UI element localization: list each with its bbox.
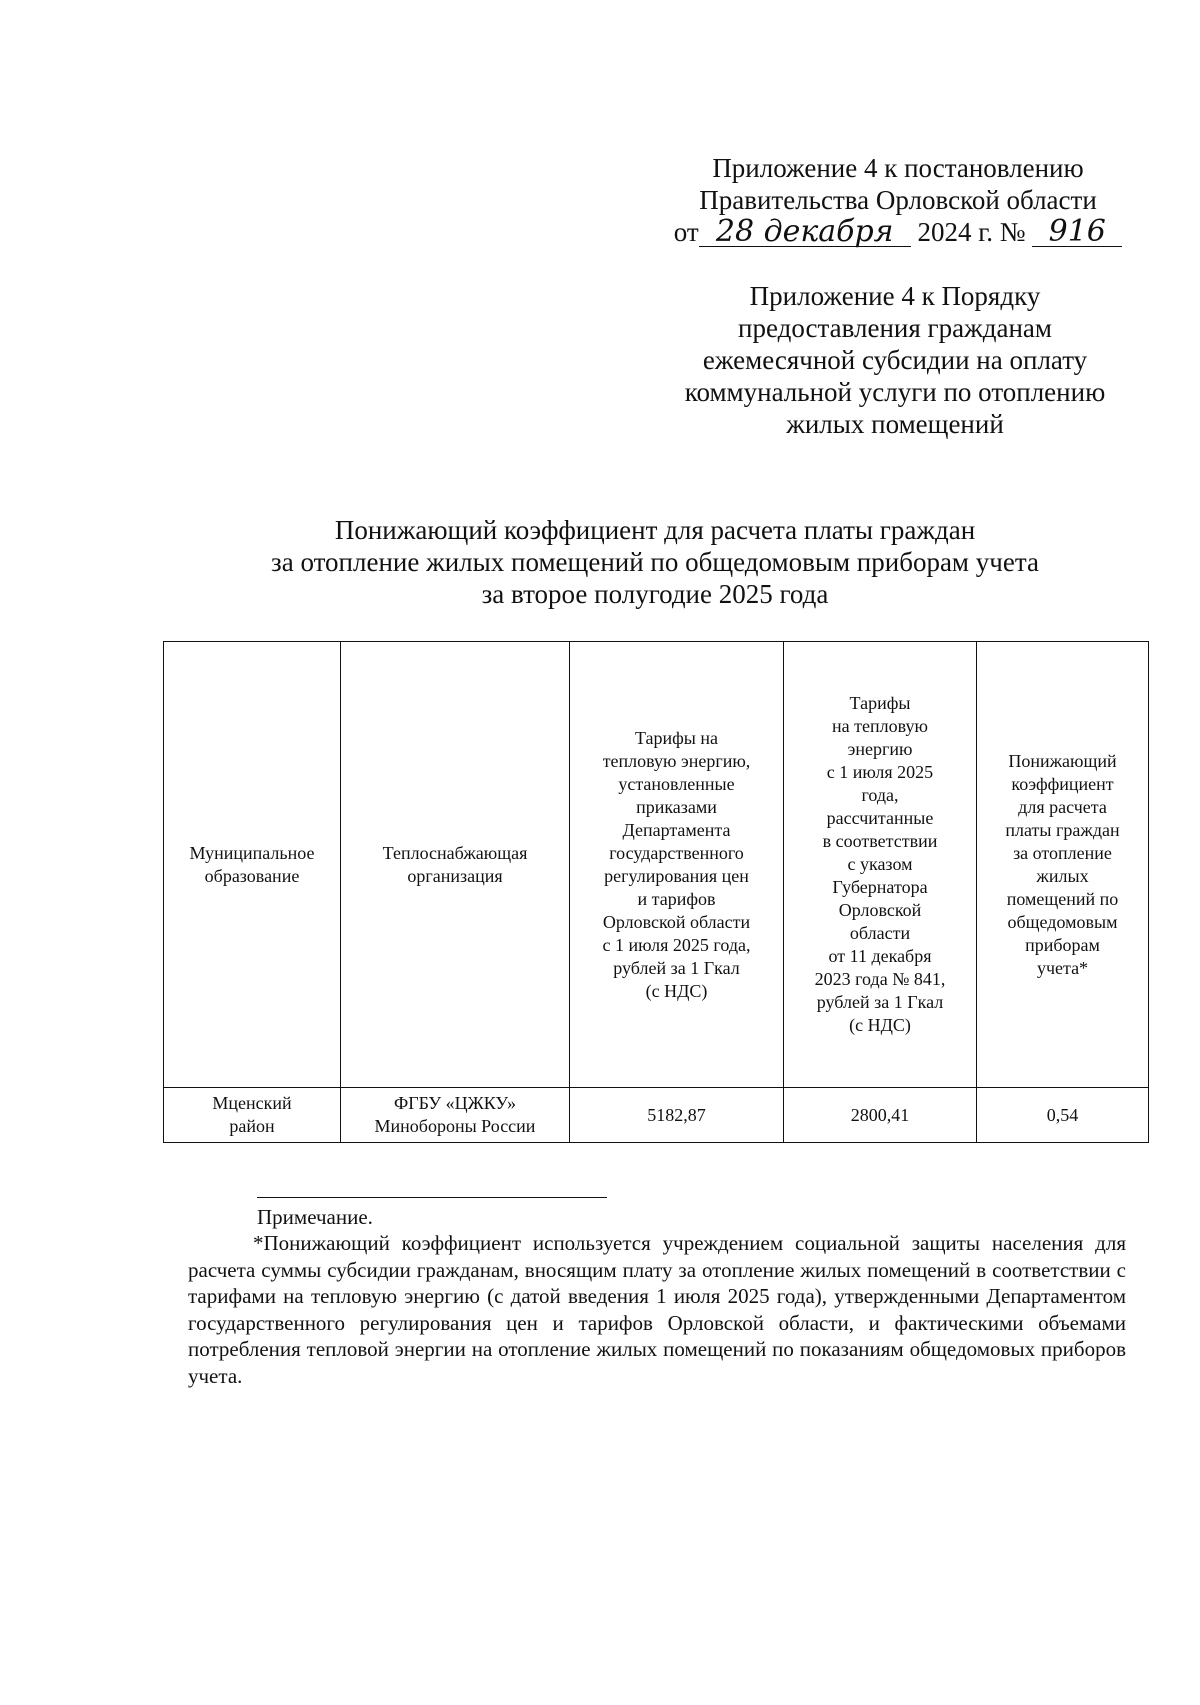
appendix-line-1: Приложение 4 к постановлению xyxy=(712,153,1084,183)
document-title xyxy=(150,514,1160,610)
appendix-header xyxy=(668,152,1128,248)
date-suffix: 2024 г. № xyxy=(917,217,1026,247)
order-line-1: Приложение 4 к Порядку xyxy=(749,281,1041,311)
cell-coefficient: 0,54 xyxy=(977,1088,1149,1143)
date-prefix: от xyxy=(673,217,699,247)
note-title: Примечание. xyxy=(257,1205,373,1229)
appendix-line-2: Правительства Орловской области xyxy=(699,185,1097,215)
title-line-1: Понижающий коэффициент для расчета платы граждан xyxy=(334,515,976,545)
resolution-date-line xyxy=(668,216,1128,248)
header-cell-coefficient: Понижающий коэффициент для расчета платы граждан за отопление жилых помещений по общедомовым приборам учета* xyxy=(977,642,1149,1088)
note-text: *Понижающий коэффициент используется учреждением социальной защиты населения для расчета суммы субсидии гражданам, вносящим плату за отопление жилых помещений в соответствии с тарифами на тепловую энергию (с датой введения 1 июля 2025 года), утвержденными Департаментом государственного регулирования цен и тарифов Орловской области, и фактическими объемами потребления тепловой энергии на отопление жилых помещений по показаниям общедомовых приборов учета. xyxy=(188,1231,1126,1388)
table-row xyxy=(164,1088,1149,1143)
header-cell-tariff-calculated: Тарифы на тепловую энергию с 1 июля 2025 года, рассчитанные в соответствии с указом Губернатора Орловской области от 11 декабря 2023 года № 841, рублей за 1 Гкал (с НДС) xyxy=(784,642,977,1088)
title-line-2: за отопление жилых помещений по общедомовым приборам учета xyxy=(271,547,1039,577)
cell-supplier: ФГБУ «ЦЖКУ» Минобороны России xyxy=(341,1088,570,1143)
cell-tariff-calculated: 2800,41 xyxy=(784,1088,977,1143)
order-line-4: коммунальной услуги по отоплению xyxy=(684,377,1106,407)
title-line-3: за второе полугодие 2025 года xyxy=(481,579,829,609)
table-header-row xyxy=(164,642,1149,1088)
header-cell-municipality: Муниципальное образование xyxy=(164,642,341,1088)
footnote-divider xyxy=(257,1197,607,1198)
handwritten-date: 28 декабря xyxy=(699,218,911,247)
header-cell-supplier: Теплоснабжающая организация xyxy=(341,642,570,1088)
cell-tariff-department: 5182,87 xyxy=(570,1088,784,1143)
order-line-3: ежемесячной субсидии на оплату xyxy=(702,345,1088,375)
cell-municipality: Мценский район xyxy=(164,1088,341,1143)
order-line-5: жилых помещений xyxy=(786,409,1004,439)
coefficient-table xyxy=(163,641,1149,1143)
handwritten-number: 916 xyxy=(1032,218,1122,247)
header-cell-tariff-department: Тарифы на тепловую энергию, установленные приказами Департамента государственного регулирования цен и тарифов Орловской области с 1 июля 2025 года, рублей за 1 Гкал (с НДС) xyxy=(570,642,784,1088)
order-reference xyxy=(660,280,1130,440)
order-line-2: предоставления гражданам xyxy=(738,313,1052,343)
